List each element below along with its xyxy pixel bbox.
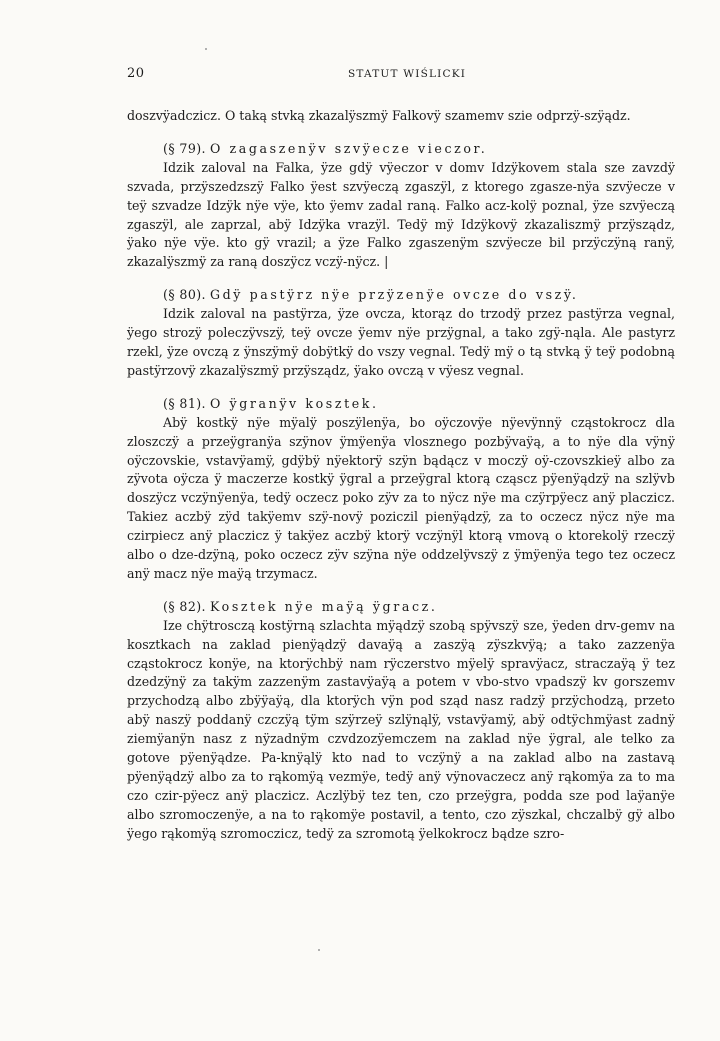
paper-speck: [205, 48, 207, 50]
section-82: [127, 598, 675, 844]
paper-speck: [318, 949, 320, 951]
text-block: [127, 107, 675, 844]
section-title: O ÿgranÿv kosztek.: [209, 395, 379, 411]
section-body: Abÿ kostkÿ nÿe mÿalÿ poszÿlenÿa, bo oÿczovÿe nÿevÿnnÿ cząstokrocz dla zloszczÿ a przeÿgranÿa szÿnov ÿmÿenÿa vlosznego pozbÿvaÿą, a to nÿe dla vÿnÿ oÿczovskie, vstavÿamÿ, gdÿbÿ nÿektorÿ szÿn bądącz v moczÿ oÿ-czovszkieÿ albo za zÿvota oÿcza ÿ maczerze kostkÿ ÿgral a przeÿgral ktorą cząscz pÿenÿądzÿ na szlÿvb doszÿcz vczÿnÿenÿa, tedÿ oczecz poko zÿv za to nÿcz nÿe ma czÿrpÿecz anÿ placzicz. Takiez aczbÿ zÿd takÿemv szÿ-novÿ poziczil pienÿądzÿ, za to oczecz nÿcz nÿe ma czirpiecz anÿ placzicz ÿ takÿez aczbÿ ktorÿ vczÿnÿl ktorą vmovą o ktorekolÿ rzeczÿ albo o dze-dzÿną, poko oczecz zÿv szÿna nÿe oddzelÿvszÿ z ÿmÿenÿa tego tez oczecz anÿ macz nÿe maÿą trzymacz.: [127, 414, 675, 581]
page-number: 20: [127, 66, 145, 81]
section-title: O zagaszenÿv szvÿecze vieczor.: [209, 140, 488, 156]
section-body: Ize chÿtrosczą kostÿrną szlachta mÿądzÿ szobą spÿvszÿ sze, ÿeden drv-gemv na kosztkach na zaklad pienÿądzÿ davaÿą a zaszÿą zÿszkvÿą; a tako zazzenÿa cząstokrocz konÿe, na ktorÿchbÿ nam rÿczerstvo mÿelÿ spravÿacz, straczaÿą ÿ tez dzedzÿnÿ za takÿm zazzenÿm zastavÿaÿą a potem v vbo-stvo vpadszÿ kv gorszemv przychodzą albo zbÿÿaÿą, dla ktorÿch vÿn pod sząd nasz radzÿ przÿchodzą, przeto abÿ naszÿ poddanÿ czczÿą tÿm szÿrzeÿ szlÿnąlÿ, vstavÿamÿ, abÿ odtÿchmÿast zadnÿ ziemÿanÿn nasz z nÿzadnÿm czvdzozÿemczem na zaklad nÿe ÿgral, ale telko za gotove pÿenÿądze. Pa-knÿąlÿ kto nad to vczÿnÿ a na zaklad albo na zastavą pÿenÿądzÿ albo za to rąkomÿą vezmÿe, tedÿ anÿ vÿnovaczecz anÿ rąkomÿa za to ma czo czir-pÿecz anÿ placzicz. Aczlÿbÿ tez ten, czo przeÿgra, podda sze pod laÿanÿe albo szromoczenÿe, a na to rąkomÿe postavil, a tento, czo zÿszkal, chczalbÿ gÿ albo ÿego rąkomÿą szromoczicz, tedÿ za szromotą ÿelkokrocz bądze szro-: [127, 617, 675, 841]
section-79: [127, 140, 675, 272]
section-heading: [127, 286, 675, 305]
section-number: (§ 81).: [163, 395, 206, 411]
section-number: (§ 82).: [163, 598, 206, 614]
section-80: [127, 286, 675, 381]
section-heading: [127, 140, 675, 159]
opening-paragraph: doszvÿadczicz. O taką stvką zkazalÿszmÿ Falkovÿ szamemv szie odprzÿ-szÿądz.: [127, 108, 631, 123]
running-title: STATUT WIŚLICKI: [348, 68, 467, 80]
section-body: Idzik zaloval na pastÿrza, ÿze ovcza, ktorąz do trzodÿ przez pastÿrza vegnal, ÿego strozÿ poleczÿvszÿ, teÿ ovcze ÿemv nÿe przÿgnal, a tako zgÿ-nąla. Ale pastyrz rzekl, ÿze ovczą z ÿnszÿmÿ dobÿtkÿ do vszy vegnal. Tedÿ mÿ o tą stvką ÿ teÿ podobną pastÿrzovÿ zkazalÿszmÿ przÿsządz, ÿako ovczą v vÿesz vegnal.: [127, 306, 675, 378]
section-title: Gdÿ pastÿrz nÿe przÿzenÿe ovcze do vszÿ.: [209, 287, 579, 303]
section-body: Idzik zaloval na Falka, ÿze gdÿ vÿeczor v domv Idzÿkovem stala sze zavzdÿ szvada, przÿszedzszÿ Falko ÿest szvÿeczą zgaszÿl, z ktorego zgasze-nÿa szvÿecze v teÿ szvadze Idzÿk nÿe vÿe, kto ÿemv zadal raną. Falko acz-kolÿ poznal, ÿze szvÿeczą zgaszÿl, ale zaprzal, abÿ Idzÿka vrazÿl. Tedÿ mÿ Idzÿkovÿ zkazaliszmÿ przÿsządz, ÿako nÿe vÿe. kto gÿ vrazil; a ÿze Falko zgaszenÿm szvÿecze bil przÿczÿną ranÿ, zkazalÿszmÿ za raną doszÿcz vczÿ-nÿcz. |: [127, 159, 675, 270]
page-header: [127, 66, 675, 86]
section-title: Kosztek nÿe maÿą ÿgracz.: [209, 598, 438, 614]
section-number: (§ 79).: [163, 140, 206, 156]
section-number: (§ 80).: [163, 287, 206, 303]
section-heading: [127, 395, 675, 414]
section-81: [127, 395, 675, 584]
section-heading: [127, 598, 675, 617]
